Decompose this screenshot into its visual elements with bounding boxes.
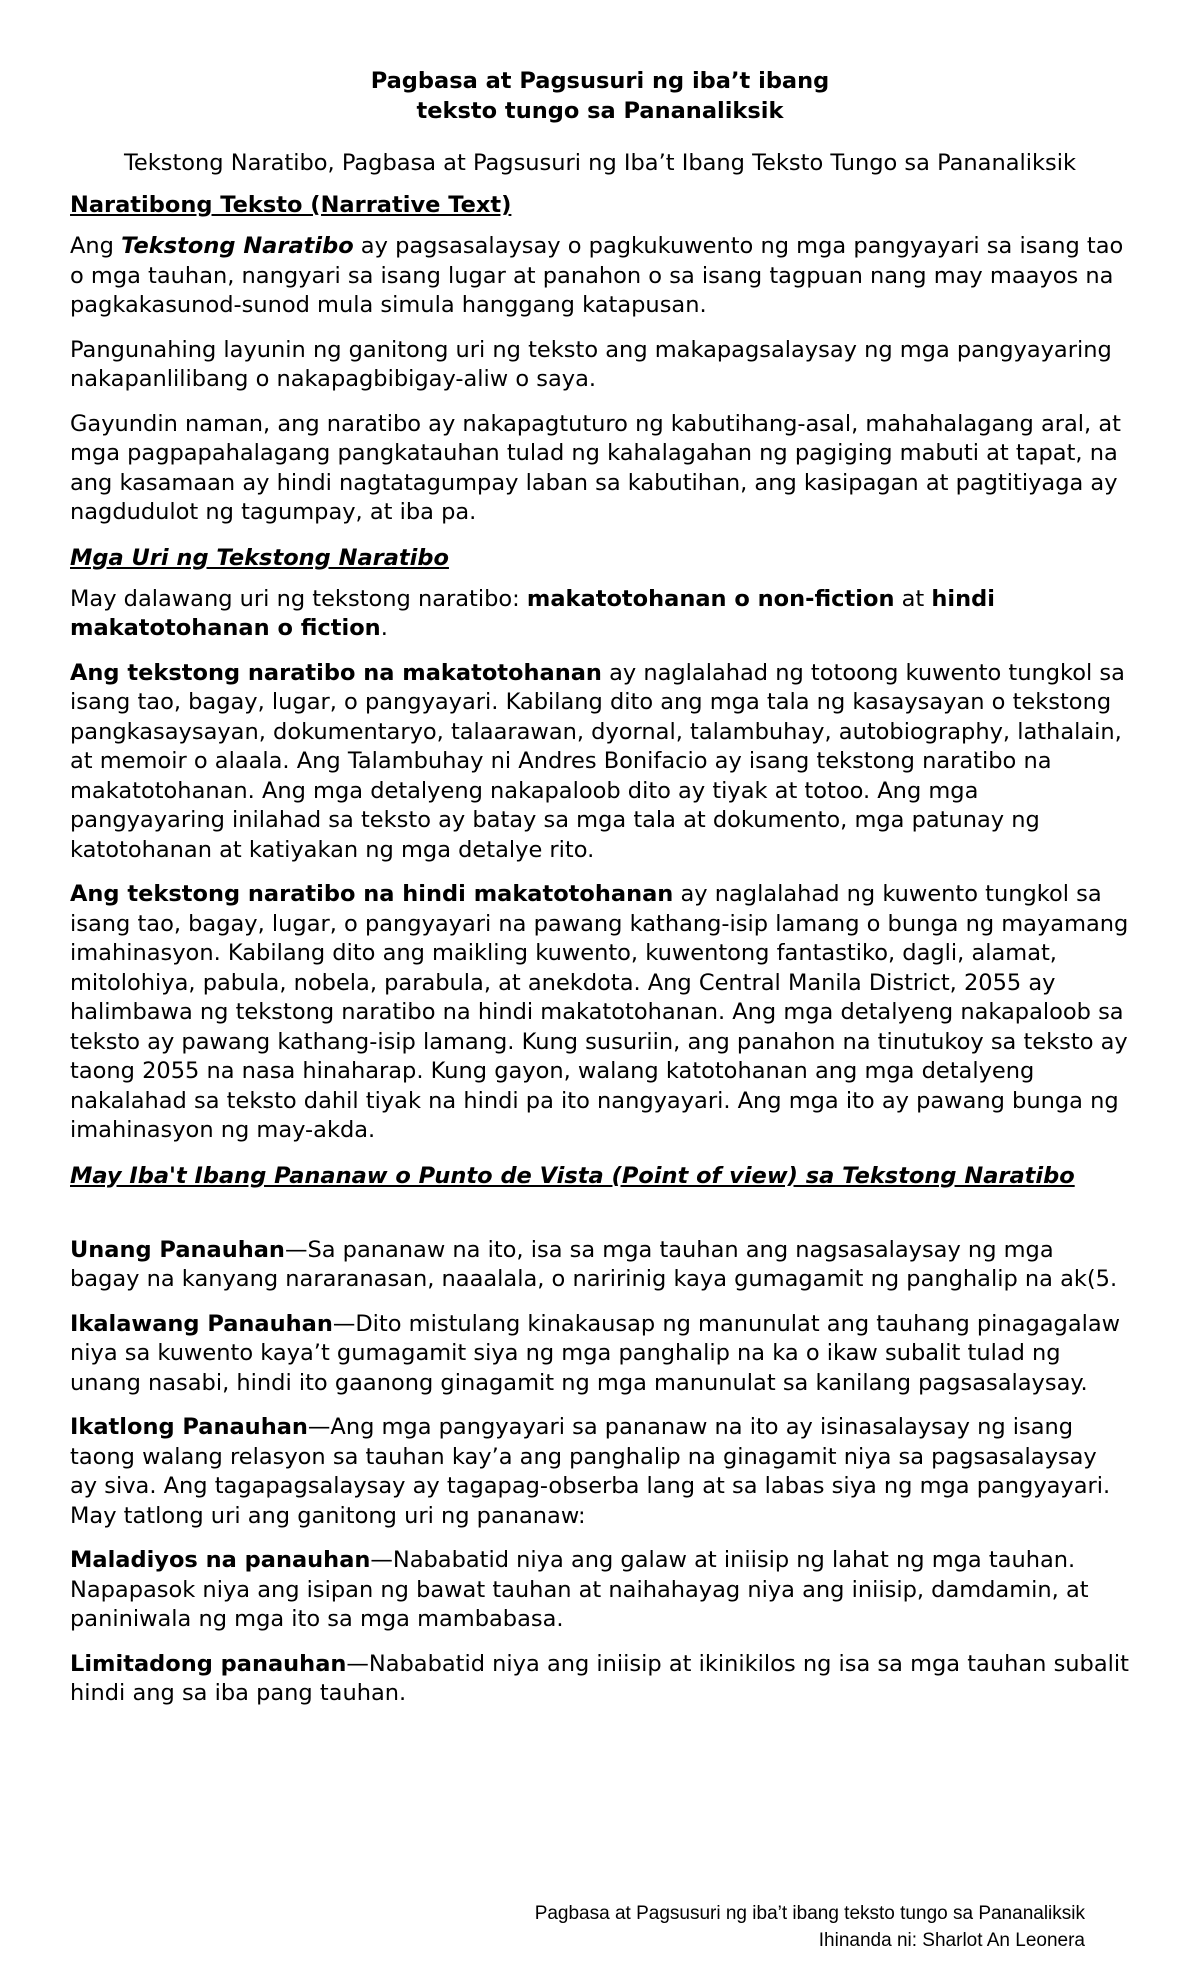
section-heading-naratibong-teksto: Naratibong Teksto (Narrative Text): [70, 192, 512, 218]
text-run: ay pagsasalaysay o pagkukuwento ng mga pangyayari sa isang tao o mga tauhan, nangyari sa isang lugar at panahon o sa isang tagpuan nang may maayos na pagkakasunod-sunod mula simula hanggang katapusan.: [70, 233, 1124, 318]
paragraph-purpose: Pangunahing layunin ng ganitong uri ng teksto ang makapagsalaysay ng mga pangyayaring nakapanlilibang o nakapagbibigay-aliw o saya.: [70, 336, 1112, 392]
bold-term: makatotohanan o non-fiction: [526, 585, 895, 612]
bold-term: Ang tekstong naratibo na makatotohanan: [70, 659, 602, 686]
bold-term: Ikatlong Panauhan: [70, 1414, 308, 1440]
title-line-2: teksto tungo sa Pananaliksik: [416, 98, 784, 124]
paragraph-makatotohanan: [70, 659, 1130, 866]
document-title: [70, 66, 1130, 126]
paragraph-types: [70, 585, 1130, 644]
text-run: —Nababatid niya ang iniisip at ikinikilos ng isa sa mga tauhan subalit hindi ang sa iba pang tauhan.: [70, 1650, 1129, 1706]
bold-term: Ikalawang Panauhan: [70, 1310, 333, 1337]
paragraph-unang-panauhan: [70, 1236, 1130, 1295]
emphasis-term: Tekstong Naratibo: [121, 233, 354, 259]
paragraph-values: Gayundin naman, ang naratibo ay nakapagtuturo ng kabutihang-asal, mahahalagang aral, at mga pagpapahalagang pangkatauhan tulad ng kahalagahan ng pagiging mabuti at tapat, na ang kasamaan ay hindi nagtatagumpay laban sa kabutihan, ang kasipagan at pagtitiyaga ay nagdudulot ng tagumpay, at iba pa.: [70, 410, 1121, 525]
text-run: at: [894, 585, 932, 612]
text-run: Ang: [70, 233, 122, 259]
text-run: —Nababatid niya ang galaw at iniisip ng lahat ng mga tauhan. Napapasok niya ang isipan ng bawat tauhan at naihahayag niya ang iniisip, damdamin, at paniniwala ng mga ito sa mga mambabasa.: [70, 1547, 1089, 1632]
text-run: —Sa pananaw na ito, isa sa mga tauhan ang nagsasalaysay ng mga bagay na kanyang nararanasan, naaalala, o naririnig kaya gumagamit ng panghalip na ak(5.: [70, 1236, 1118, 1292]
text-run: .: [380, 615, 388, 641]
bold-term: Ang tekstong naratibo na hindi makatotohanan: [70, 881, 674, 907]
bold-term: Unang Panauhan: [70, 1236, 285, 1263]
title-line-1: Pagbasa at Pagsusuri ng iba’t ibang: [370, 68, 830, 94]
page-footer: [535, 1900, 1085, 1954]
footer-title: Pagbasa at Pagsusuri ng iba’t ibang teksto tungo sa Pananaliksik: [534, 1903, 1085, 1924]
section-heading-punto-de-vista: May Iba't Ibang Pananaw o Punto de Vista (Point of view) sa Tekstong Naratibo: [70, 1162, 1075, 1189]
text-run: —Ang mga pangyayari sa pananaw na ito ay isinasalaysay ng isang taong walang relasyon sa tauhan kay’a ang panghalip na ginagamit niya sa pagsasalaysay ay siva. Ang tagapagsalaysay ay tagapag-obserba lang at sa labas siya ng mga pangyayari. May tatlong uri ang ganitong uri ng pananaw:: [70, 1414, 1111, 1529]
text-run: ay naglalahad ng kuwento tungkol sa isang tao, bagay, lugar, o pangyayari na pawang kathang-isip lamang o bunga ng mayamang imahinasyon. Kabilang dito ang maikling kuwento, kuwentong fantastiko, dagli, alamat, mitolohiya, pabula, nobela, parabula, at anekdota. Ang Central Manila District, 2055 ay halimbawa ng tekstong naratibo na hindi makatotohanan. Ang mga detalyeng nakapaloob sa teksto ay pawang kathang-isip lamang. Kung susuriin, ang panahon na tinutukoy sa teksto ay taong 2055 na nasa hinaharap. Kung gayon, walang katotohanan ang mga detalyeng nakalahad sa teksto dahil tiyak na hindi pa ito nangyayari. Ang mga ito ay pawang bunga ng imahinasyon ng may-akda.: [70, 881, 1129, 1143]
bold-term: hindi makatotohanan o fiction: [70, 585, 995, 641]
paragraph-ikalawang-panauhan: [70, 1310, 1130, 1399]
bold-term: Maladiyos na panauhan: [70, 1547, 371, 1573]
text-run: —Dito mistulang kinakausap ng manunulat ang tauhang pinagagalaw niya sa kuwento kaya’t gumagamit siya ng mga panghalip na ka o ikaw subalit tulad ng unang nasabi, hindi ito gaanong ginagamit ng mga manunulat sa kanilang pagsasalaysay.: [70, 1310, 1121, 1396]
paragraph-maladiyos: [70, 1546, 1130, 1635]
paragraph-limitado: [70, 1650, 1130, 1709]
document-page: [70, 66, 1130, 1724]
paragraph-definition: [70, 232, 1130, 321]
section-heading-mga-uri: Mga Uri ng Tekstong Naratibo: [70, 544, 449, 571]
paragraph-ikatlong-panauhan: [70, 1413, 1130, 1531]
text-run: ay naglalahad ng totoong kuwento tungkol sa isang tao, bagay, lugar, o pangyayari. Kabilang dito ang mga tala ng kasaysayan o tekstong pangkasaysayan, dokumentaryo, talaarawan, dyornal, talambuhay, autobiography, lathalain, at memoir o alaala. Ang Talambuhay ni Andres Bonifacio ay isang tekstong naratibo na makatotohanan. Ang mga detalyeng nakapaloob dito ay tiyak at totoo. Ang mga pangyayaring inilahad sa teksto ay batay sa mga tala at dokumento, mga patunay ng katotohanan at katiyakan ng mga detalye rito.: [70, 659, 1125, 863]
document-subtitle: Tekstong Naratibo, Pagbasa at Pagsusuri ng Iba’t Ibang Teksto Tungo sa Pananaliksik: [123, 150, 1077, 176]
bold-term: Limitadong panauhan: [70, 1650, 347, 1677]
paragraph-hindi-makatotohanan: [70, 880, 1130, 1146]
text-run: May dalawang uri ng tekstong naratibo:: [70, 585, 527, 612]
footer-author: Ihinanda ni: Sharlot An Leonera: [818, 1930, 1085, 1951]
